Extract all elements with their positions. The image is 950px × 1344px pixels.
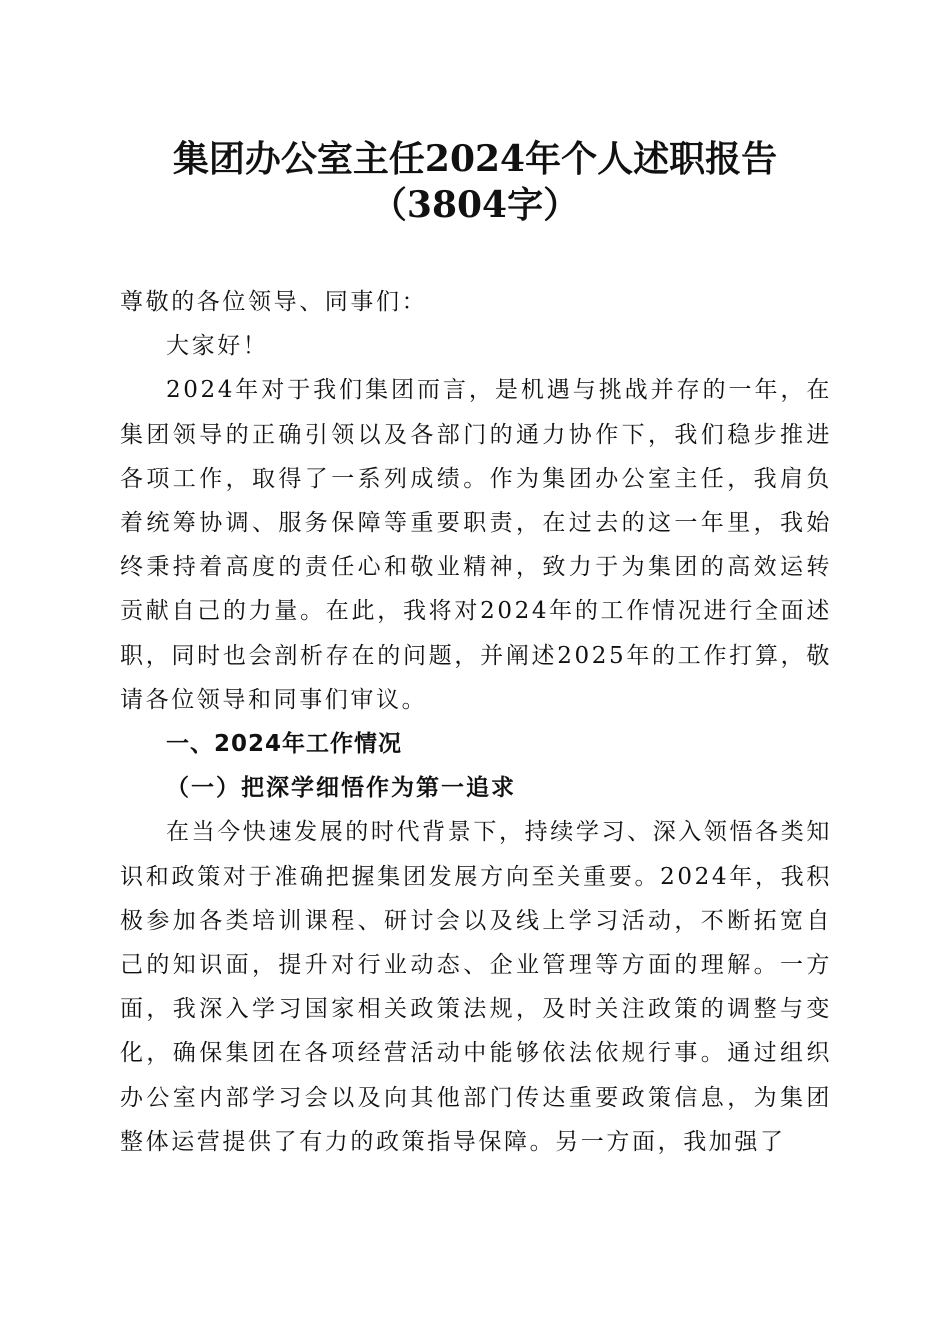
- section-heading: 一、2024年工作情况: [166, 731, 403, 758]
- salutation: 尊敬的各位领导、同事们：: [120, 289, 428, 315]
- document-title: 集团办公室主任2024年个人述职报告（3804字）: [172, 138, 778, 226]
- intro-paragraph: 2024年对于我们集团而言，是机遇与挑战并存的一年，在集团领导的正确引领以及各部门的通力协作下，我们稳步推进各项工作，取得了一系列成绩。作为集团办公室主任，我肩负着统筹协调、服务保障等重要职责，在过去的这一年里，我始终秉持着高度的责任心和敬业精神，致力于为集团的高效运转贡献自己的力量。在此，我将对2024年的工作情况进行全面述职，同时也会剖析存在的问题，并阐述2025年的工作打算，敬请各位领导和同事们审议。: [120, 377, 832, 713]
- document-body: [120, 280, 832, 1164]
- greeting: 大家好！: [166, 333, 269, 360]
- subsection-heading: （一）把深学细悟作为第一追求: [166, 775, 516, 802]
- subsection-paragraph: 在当今快速发展的时代背景下，持续学习、深入领悟各类知识和政策对于准确把握集团发展方向至关重要。2024年，我积极参加各类培训课程、研讨会以及线上学习活动，不断拓宽自己的知识面，提升对行业动态、企业管理等方面的理解。一方面，我深入学习国家相关政策法规，及时关注政策的调整与变化，确保集团在各项经营活动中能够依法依规行事。通过组织办公室内部学习会以及向其他部门传达重要政策信息，为集团整体运营提供了有力的政策指导保障。另一方面，我加强了: [120, 819, 832, 1155]
